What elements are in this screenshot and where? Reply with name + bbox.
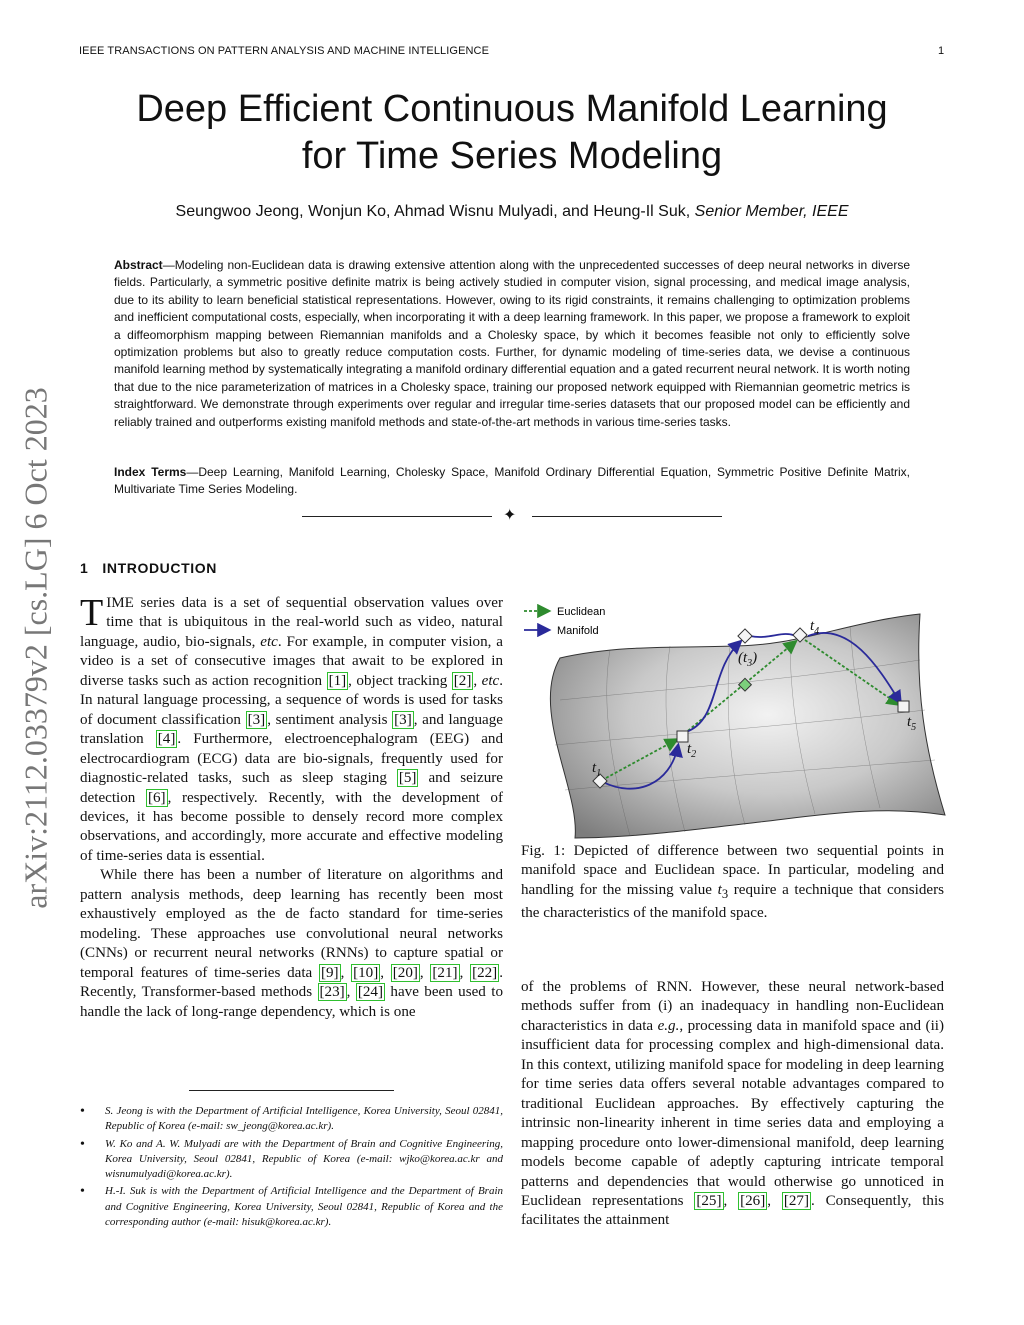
text-italic: etc [260,633,278,650]
citation-link[interactable]: [26] [740,1192,766,1209]
text-run: , [459,964,471,981]
manifold-surface [550,614,945,838]
title-line-2: for Time Series Modeling [301,135,723,177]
text-run: , object tracking [348,672,452,689]
legend-manifold-label: Manifold [557,625,599,637]
citation-link[interactable]: [27] [783,1192,809,1209]
text-run: , [380,964,391,981]
citation-link[interactable]: [21] [432,964,458,981]
citation-link[interactable]: [3] [247,711,266,728]
smallcaps-word: IME [106,595,134,611]
text-run: and seizure detection [80,770,503,806]
text-run: require a technique that considers the characteristics of the manifold space. [521,881,944,922]
citation-link[interactable]: [6] [147,789,166,806]
abstract-text: —Modeling non-Euclidean data is drawing extensive attention along with the unprecedented successes of deep neural networks in diverse fields. Particularly, a symmetric positive definite matrix is being actively studied in computer vision, signal processing, and medical image analysis, due to its ability to learn beneficial statistical representations. However, owing to its rigid constraints, it remains challenging to optimization problems and inefficient computational costs, especially, when incorporating it with a deep learning framework. In this paper, we propose a framework to exploit a diffeomorphism mapping between Riemannian manifolds and a Cholesky space, by which it becomes feasible not only to efficiently solve optimization problems but also to greatly reduce computation costs. Further, for dynamic modeling of time-series data, we devise a continuous manifold learning method by systematically integrating a manifold ordinary differential equation and a gated recurrent neural network. It is worth noting that due to the nice parameterization of matrices in a Cholesky space, training our proposed network equipped with Riemannian geometric metrics is straightforward. We demonstrate through experiments over regular and irregular time-series datasets that our proposed model can be efficiently and reliably trained and outperforms existing manifold methods and state-of-the-art methods in various time-series tasks. [114,258,910,429]
section-number: 1 [80,560,89,576]
intro-paragraph-1 [80,594,503,866]
intro-right-column [521,978,944,1231]
text-run: have been used to handle the lack of long-range dependency, which is one [80,984,503,1020]
intro-paragraph-3 [521,978,944,1231]
citation-link[interactable]: [10] [353,964,379,981]
text-run: , [340,964,352,981]
label-t3: $(t_3)$ [738,650,758,669]
text-run: . Consequently, this facilitates the attainment [521,1192,945,1229]
footnote-item: • H.-I. Suk is with the Department of Artificial Intelligence and the Department of Brain and Cognitive Engineering, Korea University, Seoul 02841, Republic of Korea and the corresponding author (e-mail: hisuk@korea.ac.kr). [80,1184,503,1230]
section-heading [80,560,217,576]
point-t3-manifold [738,629,752,643]
section-title: INTRODUCTION [102,560,217,576]
label-t5: $t_5$ [907,714,917,733]
text-run: series data is a set of sequential observation values over time that is ubiquitous in the real-world such as video, natural language, audio, bio-signals, [80,595,503,650]
text-run: While there has been a number of literature on algorithms and pattern analysis methods, deep learning has recently been most exhaustively employed as the de facto standard for time-series modeling. These approaches use convolutional neural networks (CNNs) or recurrent neural networks (RNNs) to capture spatial or temporal features of time-series data [80,867,503,981]
journal-header: IEEE TRANSACTIONS ON PATTERN ANALYSIS AND MACHINE INTELLIGENCE [79,45,490,57]
text-run: , [419,964,431,981]
footnote-rule [189,1090,394,1091]
citation-link[interactable]: [5] [398,770,417,787]
text-italic: etc [481,672,500,689]
abstract [114,257,910,431]
text-run: . For example, in computer vision, a video is a set of consecutive images that await to be explored in diverse tasks such as action recognition [80,633,503,689]
title-line-1: Deep Efficient Continuous Manifold Learning [136,88,888,130]
dropcap: T [80,592,104,634]
intro-left-column [80,594,503,1022]
arxiv-identifier: arXiv:2112.03379v2 [cs.LG] 6 Oct 2023 [17,386,54,909]
figure-1-manifold-diagram [520,600,950,840]
text-run: , [767,1192,782,1209]
label-t4: $t_4$ [810,618,820,637]
index-terms [114,464,910,499]
author-names: Seungwoo Jeong, Wonjun Ko, Ahmad Wisnu Mulyadi, and Heung-Il Suk, [175,203,691,220]
text-run: . In natural language processing, a sequence of words is used for tasks of document classification [80,672,503,728]
abstract-label: Abstract [114,258,163,272]
label-t1: $t_1$ [592,760,602,779]
text-italic: e.g. [657,1017,680,1034]
author-list [80,203,944,221]
author-membership: Senior Member, IEEE [694,203,849,220]
legend-euclidean-label: Euclidean [557,606,606,618]
citation-link[interactable]: [20] [392,964,418,981]
footnotes [80,1104,503,1232]
text-run: , sentiment analysis [267,711,393,728]
text-run: , [346,984,356,1001]
citation-link[interactable]: [25] [696,1192,722,1209]
text-italic: t [717,881,722,898]
text-run: , [723,1192,739,1209]
text-run: . Recently, Transformer-based methods [80,964,503,1001]
citation-link[interactable]: [22] [472,964,498,981]
text-run: of the problems of RNN. However, these neural network-based methods suffer from (i) an inadequacy in handling non-Euclidean characteristics in data [521,979,944,1034]
text-run: . Furthermore, electroencephalogram (EEG) and electrocardiogram (ECG) data are bio-signals, frequently used for diagnostic-related tasks, such as sleep staging [80,731,503,787]
citation-link[interactable]: [1] [328,672,347,689]
page-number: 1 [938,45,945,57]
footnote-item: • S. Jeong is with the Department of Artificial Intelligence, Korea University, Seoul 02841, Republic of Korea (e-mail: sw_jeong@korea.ac.kr). [80,1104,503,1135]
intro-paragraph-2 [80,866,503,1022]
figure-legend [524,606,605,637]
text-subscript: 3 [721,886,729,901]
text-run: , respectively. Recently, with the development of devices, it has become possible to densely record more complex observations, and accordingly, more accurate and effective modeling of time-series data is essential. [80,789,504,864]
separator-line-right [532,516,722,517]
text-run: Fig. 1: Depicted of difference between two sequential points in manifold space and Euclidean space. In particular, modeling and handling for the missing value [521,843,944,898]
index-terms-text: —Deep Learning, Manifold Learning, Cholesky Space, Manifold Ordinary Differential Equation, Symmetric Positive Definite Matrix, Multivariate Time Series Modeling. [114,465,910,497]
citation-link[interactable]: [24] [357,984,383,1001]
separator-line-left [302,516,492,517]
index-terms-label: Index Terms [114,465,187,479]
point-t5 [898,701,909,712]
section-separator [302,508,722,524]
paper-title [80,86,944,180]
citation-link[interactable]: [9] [320,964,339,981]
label-t2: $t_2$ [687,741,697,760]
text-run: , [473,672,482,689]
separator-star-icon: ✦ [503,507,517,524]
figure-caption [521,842,944,924]
text-run: , processing data in manifold space and (ii) insufficient data for processing complex and high-dimensional data. In this context, utilizing manifold space for modeling in deep learning for time series data offers several notable advantages compared to traditional Euclidean approaches. By effectively capturing the intrinsic non-linearity inherent in time series data and employing a mapping procedure onto lower-dimensional manifold, deep learning models become capable of adeptly capturing intricate temporal patterns and dependencies that would otherwise go unnoticed in Euclidean representations [521,1017,944,1209]
text-run: , and language translation [80,711,504,748]
footnote-item: • W. Ko and A. W. Mulyadi are with the Department of Brain and Cognitive Engineering, Korea University, Seoul 02841, Republic of Korea (e-mail: wjko@korea.ac.kr and wisnumulyadi@korea.ac.kr). [80,1137,503,1183]
citation-link[interactable]: [3] [394,711,412,728]
citation-link[interactable]: [2] [453,672,472,689]
arxiv-stamp [6,365,66,930]
citation-link[interactable]: [23] [319,984,345,1001]
citation-link[interactable]: [4] [157,731,176,748]
